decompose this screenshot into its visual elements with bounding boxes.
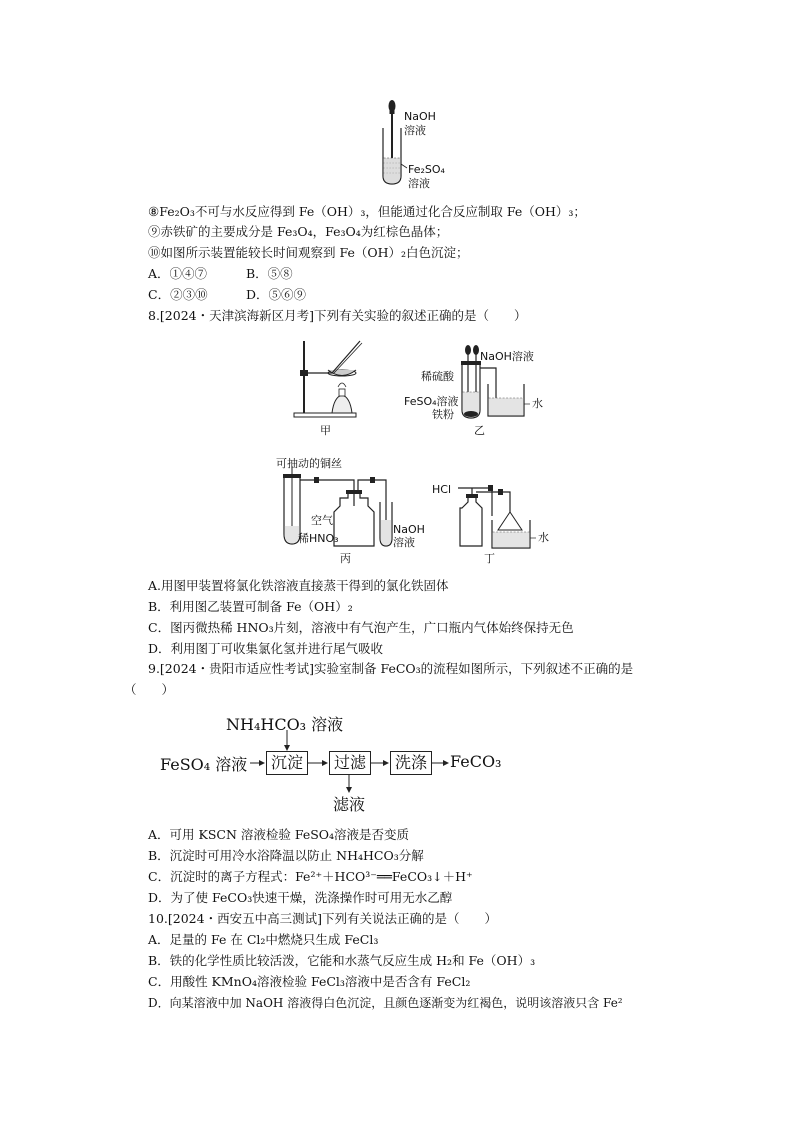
flow-reagent: NH₄HCO₃ 溶液 — [226, 715, 344, 734]
tube-reagent-label: Fe₂SO₄ — [408, 163, 445, 176]
flow-filtrate: 滤液 — [333, 795, 366, 814]
q10-option-d: D．向某溶液中加 NaOH 溶液得白色沉淀，且颜色逐渐变为红褐色，说明该溶液只含 Fe² — [148, 996, 623, 1010]
q7-option-c: C．②③⑩ — [148, 287, 208, 302]
q8-option-b: B．利用图乙装置可制备 Fe（OH）₂ — [148, 599, 353, 614]
flow-arrows — [240, 726, 540, 816]
q9-option-c: C．沉淀时的离子方程式：Fe²⁺＋HCO³⁻══FeCO₃↓＋H⁺ — [148, 869, 473, 884]
statement-8: ⑧Fe₂O₃不可与水反应得到 Fe（OH）₃，但能通过化合反应制取 Fe（OH）₃； — [148, 204, 586, 219]
figure-ding-apparatus — [452, 472, 552, 552]
naoh-label: NaOH — [404, 110, 436, 123]
q10-stem: 10.[2024・西安五中高三测试]下列有关说法正确的是（ ） — [148, 911, 497, 926]
figure-ding-label: 丁 — [484, 552, 495, 565]
q9-option-d: D．为了使 FeCO₃快速干燥，洗涤操作时可用无水乙醇 — [148, 890, 453, 905]
figure-bing-label: 丙 — [340, 552, 351, 565]
q9-stem: 9.[2024・贵阳市适应性考试]实验室制备 FeCO₃的流程如图所示，下列叙述不正确的是 — [148, 661, 634, 676]
yi-acid-label: 稀硫酸 — [421, 370, 454, 383]
ding-hcl-label: HCl — [432, 483, 452, 496]
bing-naoh-solution-label: 溶液 — [393, 536, 415, 549]
yi-feso4-label: FeSO₄溶液 — [404, 395, 459, 408]
statement-9: ⑨赤铁矿的主要成分是 Fe₃O₄，Fe₃O₄为红棕色晶体； — [148, 224, 449, 239]
figure-yi-label: 乙 — [474, 424, 485, 437]
q9-option-b: B．沉淀时可用冷水浴降温以防止 NH₄HCO₃分解 — [148, 848, 424, 863]
flow-step-filter: 过滤 — [329, 751, 371, 775]
ding-water-label: 水 — [538, 531, 549, 544]
flow-start: FeSO₄ 溶液 — [160, 755, 248, 774]
q8-stem: 8.[2024・天津滨海新区月考]下列有关实验的叙述正确的是（ ） — [148, 308, 527, 323]
bing-naoh-label: NaOH — [393, 523, 425, 536]
yi-iron-powder-label: 铁粉 — [432, 408, 454, 421]
figure-jia-evaporation — [292, 335, 382, 425]
naoh-solution-label: 溶液 — [404, 124, 426, 137]
q7-option-b: B．⑤⑧ — [246, 266, 293, 281]
q10-option-a: A．足量的 Fe 在 Cl₂中燃烧只生成 FeCl₃ — [148, 932, 379, 947]
yi-water-label: 水 — [532, 397, 543, 410]
q9-option-a: A．可用 KSCN 溶液检验 FeSO₄溶液是否变质 — [148, 827, 410, 842]
figure-jia-label: 甲 — [320, 424, 331, 437]
statement-10: ⑩如图所示装置能较长时间观察到 Fe（OH）₂白色沉淀； — [148, 245, 469, 260]
q8-option-c: C．图丙微热稀 HNO₃片刻，溶液中有气泡产生，广口瓶内气体始终保持无色 — [148, 620, 574, 635]
flow-step-wash: 洗涤 — [390, 751, 432, 775]
flow-product: FeCO₃ — [450, 752, 502, 771]
q10-option-c: C．用酸性 KMnO₄溶液检验 FeCl₃溶液中是否含有 FeCl₂ — [148, 974, 471, 989]
yi-naoh-label: NaOH溶液 — [480, 350, 534, 363]
q7-option-a: A．①④⑦ — [148, 266, 208, 281]
q9-stem-paren: （ ） — [124, 682, 175, 697]
flow-step-precipitate: 沉淀 — [266, 751, 308, 775]
bing-hno3-label: 稀HNO₃ — [298, 532, 339, 545]
q10-option-b: B．铁的化学性质比较活泼，它能和水蒸气反应生成 H₂和 Fe（OH）₃ — [148, 953, 536, 968]
tube-solution-label: 溶液 — [408, 177, 430, 190]
q7-option-d: D．⑤⑥⑨ — [246, 287, 307, 302]
q8-option-a: A.用图甲装置将氯化铁溶液直接蒸干得到的氯化铁固体 — [148, 578, 449, 593]
bing-air-label: 空气 — [311, 514, 333, 527]
q8-option-d: D．利用图丁可收集氯化氢并进行尾气吸收 — [148, 641, 384, 656]
bing-wire-label: 可抽动的铜丝 — [276, 457, 342, 470]
